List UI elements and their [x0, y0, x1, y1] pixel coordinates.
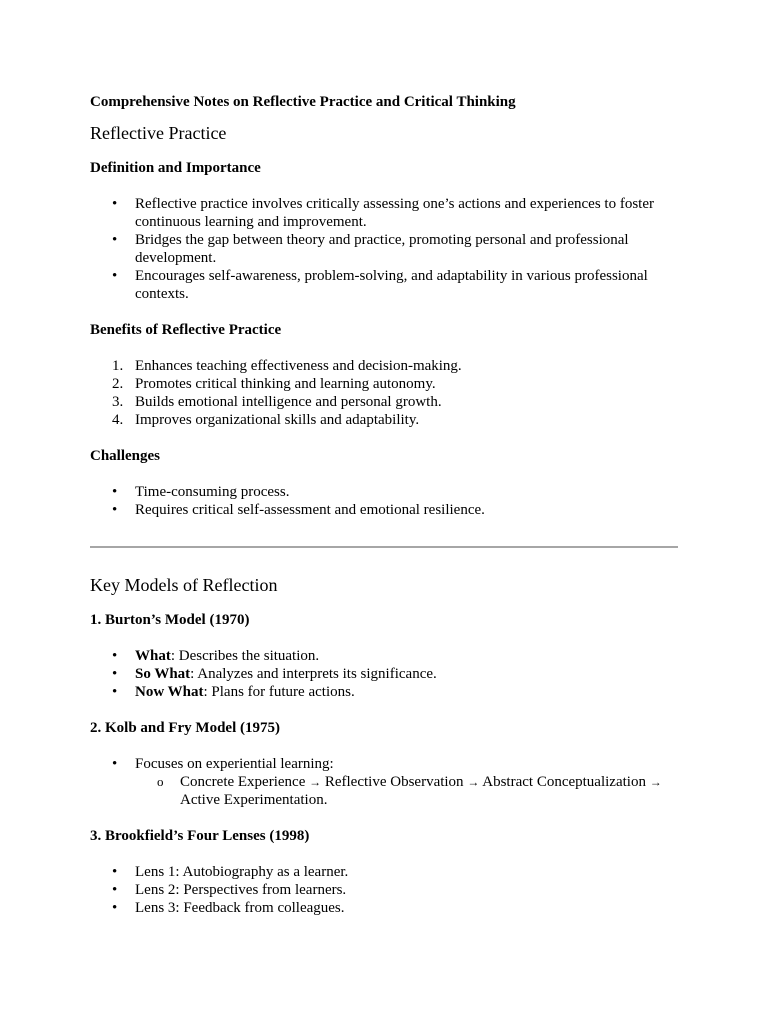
term-description: : Analyzes and interprets its significance. [190, 666, 437, 682]
term-description: : Describes the situation. [170, 648, 320, 664]
list-item: • Time-consuming process. [90, 483, 678, 501]
subheading-definition: Definition and Importance [90, 160, 261, 176]
list-item: • Lens 3: Feedback from colleagues. [90, 899, 678, 917]
list-item: • Reflective practice involves critically assessing one’s actions and experiences to foster continuous learning and improvement. [90, 195, 678, 231]
list-number: 1. [112, 358, 124, 374]
burton-list [90, 647, 678, 701]
list-item-text: Promotes critical thinking and learning autonomy. [135, 376, 436, 392]
term: Now What [135, 684, 204, 700]
document-page [90, 93, 678, 935]
cycle-stage: Reflective Observation [324, 774, 464, 790]
list-number: 4. [112, 412, 124, 428]
definition-list [90, 195, 678, 303]
list-item-text: Enhances teaching effectiveness and decision-making. [135, 358, 462, 374]
list-item [90, 665, 678, 683]
list-item [90, 755, 678, 809]
list-item: • Requires critical self-assessment and emotional resilience. [90, 501, 678, 519]
horizontal-divider [90, 546, 678, 548]
sub-bullet-marker: o [157, 774, 164, 789]
brookfield-list [90, 863, 678, 917]
document-title: Comprehensive Notes on Reflective Practice and Critical Thinking [90, 94, 516, 110]
cycle-stage: Abstract Conceptualization [482, 774, 646, 790]
subheading-kolb: 2. Kolb and Fry Model (1975) [90, 720, 280, 736]
arrow-icon: → [309, 775, 322, 789]
sub-list-item [135, 773, 678, 809]
cycle-stage: Active Experimentation. [180, 792, 328, 808]
term: What [135, 648, 171, 664]
list-item: • Bridges the gap between theory and practice, promoting personal and professional development. [90, 231, 678, 267]
arrow-icon: → [467, 775, 480, 789]
arrow-icon: → [649, 775, 662, 789]
term: So What [135, 666, 191, 682]
subheading-brookfield: 3. Brookfield’s Four Lenses (1998) [90, 828, 310, 844]
list-item: • Lens 2: Perspectives from learners. [90, 881, 678, 899]
benefits-list [90, 357, 678, 429]
section-heading-key-models: Key Models of Reflection [90, 575, 278, 595]
list-number: 3. [112, 394, 124, 410]
section-heading-reflective-practice: Reflective Practice [90, 123, 227, 143]
list-item: • Lens 1: Autobiography as a learner. [90, 863, 678, 881]
subheading-burton: 1. Burton’s Model (1970) [90, 612, 250, 628]
cycle-stage: Concrete Experience [180, 774, 306, 790]
list-item [90, 647, 678, 665]
list-item-text: Focuses on experiential learning: [135, 756, 334, 772]
kolb-sub-list [135, 773, 678, 809]
list-item [90, 357, 678, 375]
list-item [90, 375, 678, 393]
list-item [90, 411, 678, 429]
list-item-text: Builds emotional intelligence and personal growth. [135, 394, 442, 410]
list-item [90, 393, 678, 411]
kolb-list [90, 755, 678, 809]
subheading-challenges: Challenges [90, 448, 161, 464]
term-description: : Plans for future actions. [203, 684, 355, 700]
list-item: • Encourages self-awareness, problem-solving, and adaptability in various professional contexts. [90, 267, 678, 303]
subheading-benefits: Benefits of Reflective Practice [90, 322, 282, 338]
challenges-list [90, 483, 678, 519]
list-number: 2. [112, 376, 124, 392]
list-item-text: Improves organizational skills and adaptability. [135, 412, 420, 428]
list-item [90, 683, 678, 701]
